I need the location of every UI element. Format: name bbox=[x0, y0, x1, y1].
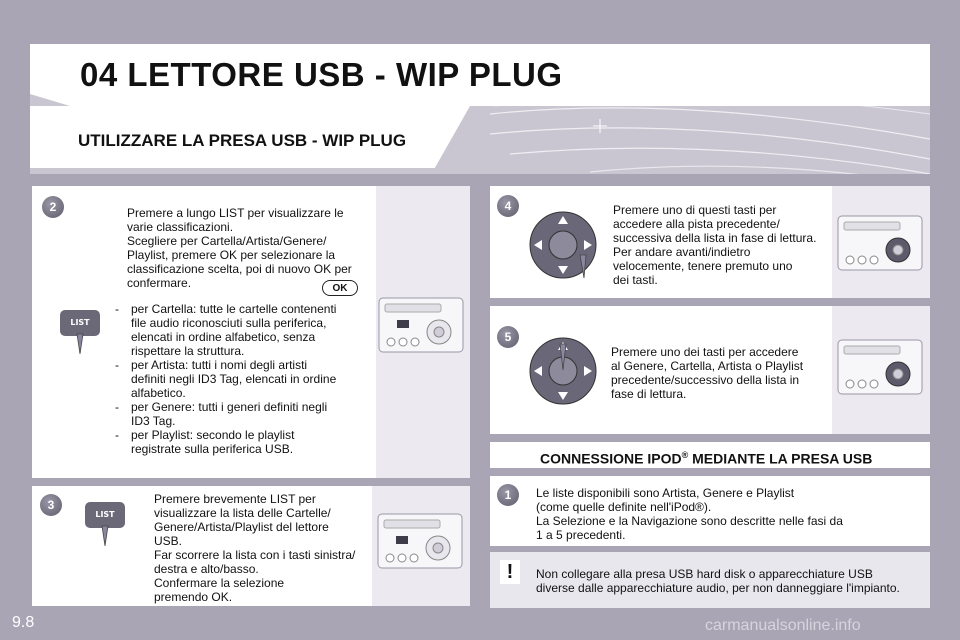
step2-badge: 2 bbox=[42, 196, 64, 218]
ok-button[interactable]: OK bbox=[322, 280, 358, 296]
car-radio-illustration bbox=[836, 336, 924, 398]
connection-title-rest: MEDIANTE LA PRESA USB bbox=[688, 450, 873, 467]
car-radio-illustration bbox=[376, 510, 464, 572]
warning-line: diverse dalle apparecchiature audio, per non danneggiare l'impianto. bbox=[536, 581, 900, 595]
car-radio-illustration bbox=[377, 294, 465, 356]
registered-mark: ® bbox=[681, 450, 689, 460]
step5-line: Premere uno dei tasti per accedere bbox=[611, 345, 799, 359]
step2-intro-line: varie classificazioni. bbox=[127, 220, 234, 234]
step5-line: precedente/successivo della lista in bbox=[611, 373, 800, 387]
step2-intro-text bbox=[127, 206, 367, 290]
connection-line: Le liste disponibili sono Artista, Genere e Playlist bbox=[536, 486, 795, 500]
bullet-line: per Genere: tutti i generi definiti negli bbox=[131, 400, 328, 414]
step5-badge: 5 bbox=[497, 326, 519, 348]
navigation-pad-icon bbox=[528, 336, 598, 406]
list-item bbox=[113, 358, 363, 400]
connection-line: 1 a 5 precedenti. bbox=[536, 528, 626, 542]
bullet-line: registrate sulla periferica USB. bbox=[131, 442, 294, 456]
step3-line: Premere brevemente LIST per bbox=[154, 492, 316, 506]
step2-bullet-list bbox=[113, 302, 363, 456]
list-button-label: LIST bbox=[95, 510, 115, 519]
bullet-line: definiti negli ID3 Tag, elencati in ordine bbox=[131, 372, 337, 386]
step4-line: Per andare avanti/indietro bbox=[613, 245, 751, 259]
step3-line: USB. bbox=[154, 534, 183, 548]
bullet-line: elencati in ordine alfabetico, senza bbox=[131, 330, 316, 344]
step3-line: visualizzare la lista delle Cartelle/ bbox=[154, 506, 331, 520]
step3-line: destra e alto/basso. bbox=[154, 562, 259, 576]
bullet-line: file audio riconosciuti sulla periferica, bbox=[131, 316, 327, 330]
bullet-line: per Playlist: secondo le playlist bbox=[131, 428, 295, 442]
step2-intro-line: Scegliere per Cartella/Artista/Genere/ bbox=[127, 234, 327, 248]
step2-intro-line: confermare. bbox=[127, 276, 192, 290]
bullet-line: per Artista: tutti i nomi degli artisti bbox=[131, 358, 308, 372]
bullet-line: rispettare la struttura. bbox=[131, 344, 245, 358]
watermark: carmanualsonline.info bbox=[705, 617, 861, 634]
step4-line: accedere alla pista precedente/ bbox=[613, 217, 780, 231]
step4-line: velocemente, tenere premuto uno bbox=[613, 259, 793, 273]
step3-line: Genere/Artista/Playlist del lettore bbox=[154, 520, 329, 534]
connection-title bbox=[540, 450, 872, 467]
list-item bbox=[113, 302, 363, 358]
step4-badge: 4 bbox=[497, 195, 519, 217]
warning-line: Non collegare alla presa USB hard disk o apparecchiature USB bbox=[536, 567, 873, 581]
step4-text bbox=[613, 203, 833, 287]
warning-icon: ! bbox=[500, 560, 520, 584]
car-radio-illustration bbox=[836, 212, 924, 274]
connection-line: La Selezione e la Navigazione sono descritte nelle fasi da bbox=[536, 514, 843, 528]
warning-text bbox=[536, 567, 926, 595]
list-button-icon bbox=[55, 308, 105, 356]
step3-badge: 3 bbox=[40, 494, 62, 516]
step4-line: dei tasti. bbox=[613, 273, 658, 287]
connection-text bbox=[536, 486, 916, 542]
connection-title-main: CONNESSIONE IPOD bbox=[540, 450, 682, 467]
page-title: 04 LETTORE USB - WIP PLUG bbox=[80, 56, 563, 93]
step2-intro-line: Playlist, premere OK per selezionare la bbox=[127, 248, 336, 262]
bullet-line: ID3 Tag. bbox=[131, 414, 176, 428]
connection-line: (come quelle definite nell'iPod®). bbox=[536, 500, 712, 514]
list-item bbox=[113, 400, 363, 428]
section-subtitle: UTILIZZARE LA PRESA USB - WIP PLUG bbox=[78, 131, 407, 150]
step3-text bbox=[154, 492, 374, 604]
step3-line: Far scorrere la lista con i tasti sinistra/ bbox=[154, 548, 356, 562]
page-number: 9.8 bbox=[12, 614, 35, 631]
step4-line: Premere uno di questi tasti per bbox=[613, 203, 777, 217]
navigation-pad-icon bbox=[528, 210, 598, 280]
bullet-line: per Cartella: tutte le cartelle contenenti bbox=[131, 302, 337, 316]
step2-intro-line: Premere a lungo LIST per visualizzare le bbox=[127, 206, 344, 220]
step2-intro-line: classificazione scelta, poi di nuovo OK per bbox=[127, 262, 352, 276]
step4-line: successiva della lista in fase di lettura. bbox=[613, 231, 817, 245]
step3-line: Confermare la selezione bbox=[154, 576, 285, 590]
step5-line: fase di lettura. bbox=[611, 387, 687, 401]
step3-line: premendo OK. bbox=[154, 590, 233, 604]
bullet-line: alfabetico. bbox=[131, 386, 186, 400]
list-item bbox=[113, 428, 363, 456]
step5-text bbox=[611, 345, 831, 401]
list-button-icon bbox=[80, 500, 130, 548]
connection-badge: 1 bbox=[497, 484, 519, 506]
step5-line: al Genere, Cartella, Artista o Playlist bbox=[611, 359, 804, 373]
list-button-label: LIST bbox=[70, 318, 90, 327]
